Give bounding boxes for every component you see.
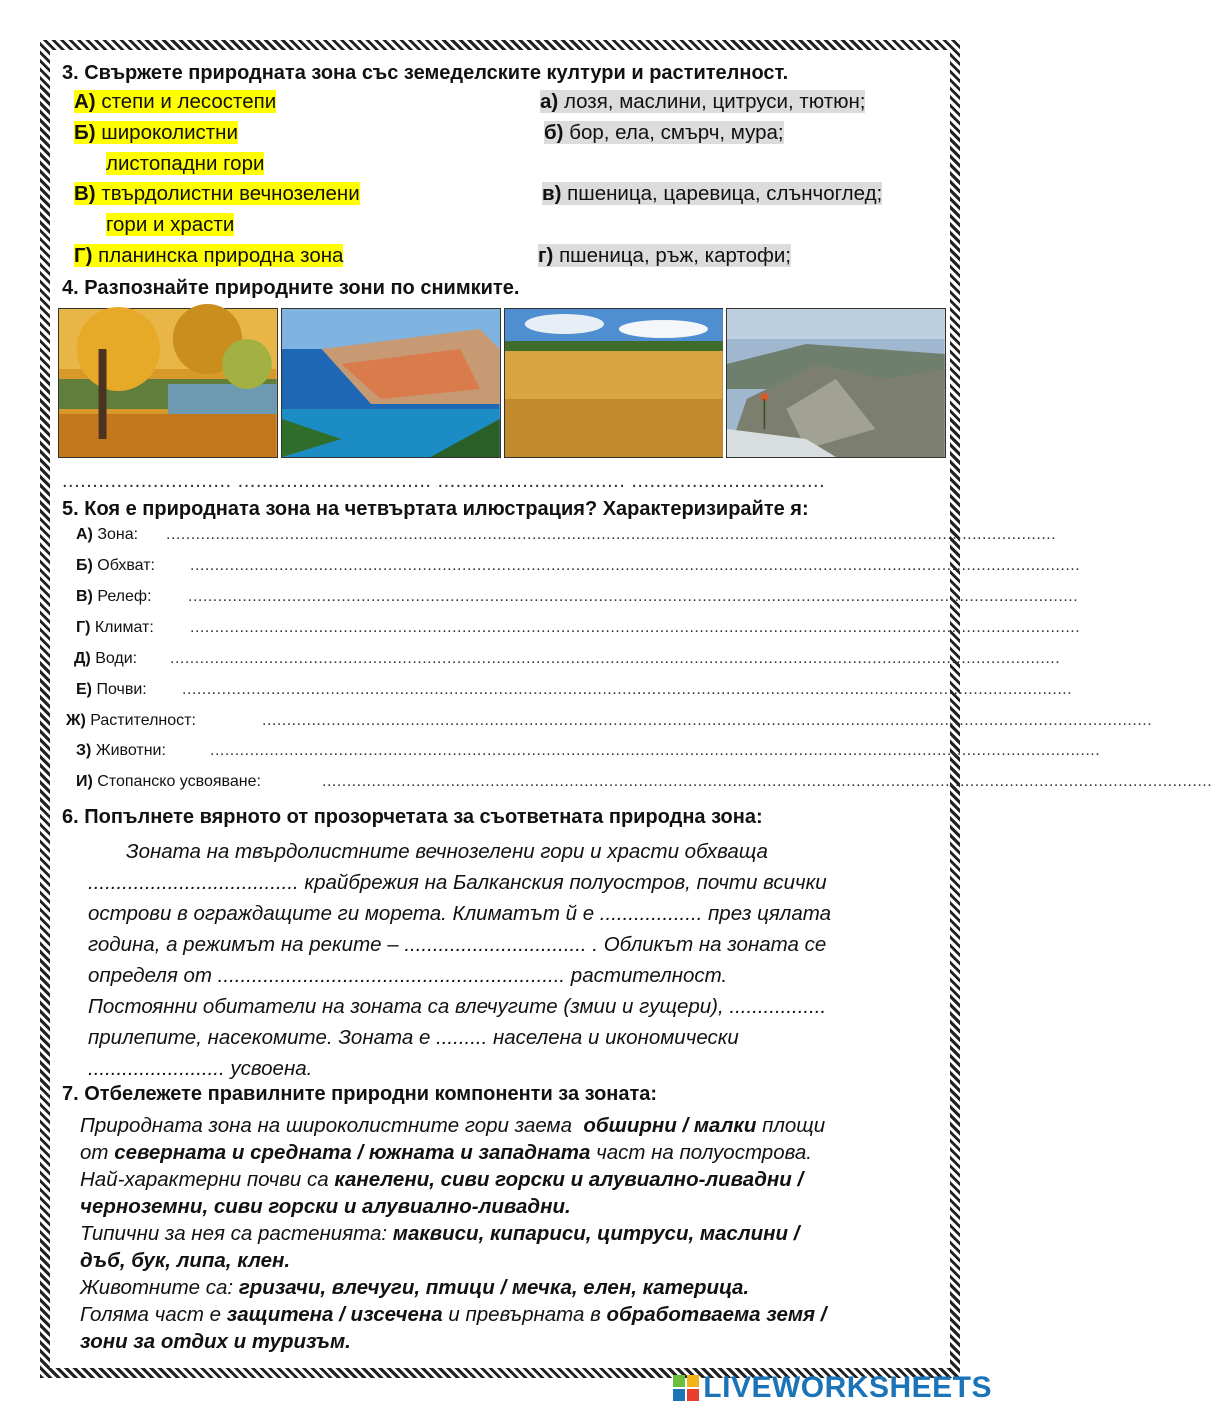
q5-answer-g[interactable]: ....................................................................................................................................................................................: [262, 712, 1153, 729]
q5-answer-f[interactable]: ....................................................................................................................................................................................: [182, 681, 1073, 698]
q6-line: Зоната на твърдолистните вечнозелени гори и храсти обхваща: [126, 840, 768, 863]
q6-line[interactable]: прилепите, насекомите. Зоната е ......... населена и икономически: [88, 1026, 739, 1049]
q3-left-c: В) твърдолистни вечнозелени: [74, 182, 360, 205]
q4-answer-line[interactable]: ............................ ................................ ............................... ................................: [62, 470, 826, 492]
q7-choice-soils-1[interactable]: канелени, сиви горски и алувиално-ливадни /: [334, 1168, 804, 1191]
q5-item-g: Ж) Растителност:: [66, 712, 196, 729]
q3-right-a: а) лозя, маслини, цитруси, тютюн;: [540, 90, 866, 113]
q3-left-c2: гори и храсти: [106, 213, 235, 236]
brand-name: LIVEWORKSHEETS: [703, 1371, 992, 1404]
q3-left-a: А) степи и лесостепи: [74, 90, 277, 113]
q5-answer-i[interactable]: ....................................................................................................................................................................................: [322, 773, 1212, 790]
photo-strip: [58, 308, 946, 456]
q3-left-b2: листопадни гори: [106, 152, 265, 175]
q7-choice-part[interactable]: северната и средната / южната и западната: [114, 1141, 591, 1164]
q3-right-b: б) бор, ела, смърч, мура;: [544, 121, 784, 144]
q3-left-d: Г) планинска природна зона: [74, 244, 344, 267]
q5-item-c: В) Релеф:: [76, 588, 152, 605]
q5-item-e: Д) Води:: [74, 650, 138, 667]
liveworksheets-logo: [673, 1371, 992, 1405]
q5-answer-b[interactable]: ....................................................................................................................................................................................: [190, 557, 1081, 574]
q5-answer-h[interactable]: ....................................................................................................................................................................................: [210, 742, 1101, 759]
q5-item-b: Б) Обхват:: [76, 557, 155, 574]
q7-choice-area[interactable]: обширни / малки: [583, 1114, 757, 1137]
q6-line[interactable]: ..................................... крайбрежия на Балканския полуостров, почти всички: [88, 871, 827, 894]
q5-item-a: А) Зона:: [76, 526, 139, 543]
q7-title: 7. Отбележете правилните природни компоненти за зоната:: [62, 1083, 658, 1105]
q3-left-b: Б) широколистни: [74, 121, 238, 144]
q5-title: 5. Коя е природната зона на четвъртата илюстрация? Характеризирайте я:: [62, 498, 809, 520]
wheat-field-photo: [504, 308, 724, 458]
q5-answer-e[interactable]: ....................................................................................................................................................................................: [170, 650, 1061, 667]
q3-right-c: в) пшеница, царевица, слънчоглед;: [542, 182, 883, 205]
q6-title: 6. Попълнете вярното от прозорчетата за съответната природна зона:: [62, 806, 763, 828]
q5-item-f: Е) Почви:: [76, 681, 147, 698]
q7-choice-use-2[interactable]: зони за отдих и туризъм.: [80, 1330, 351, 1353]
q5-answer-c[interactable]: ....................................................................................................................................................................................: [188, 588, 1079, 605]
q3-title: 3. Свържете природната зона със земеделските култури и растителност.: [62, 62, 789, 84]
q6-line[interactable]: Постоянни обитатели на зоната са влечугите (змии и гущери), .................: [88, 995, 827, 1018]
q6-line[interactable]: определя от ............................................................. растителност.: [88, 964, 728, 987]
q7-choice-soils-2[interactable]: черноземни, сиви горски и алувиално-ливадни.: [80, 1195, 571, 1218]
q5-answer-a[interactable]: ....................................................................................................................................................................................: [166, 526, 1057, 543]
q6-line[interactable]: ........................ усвоена.: [88, 1057, 313, 1080]
q6-line[interactable]: острови в ограждащите ги морета. Климатът й е .................. през цялата: [88, 902, 831, 925]
q5-item-d: Г) Климат:: [76, 619, 154, 636]
q7-paragraph: Природната зона на широколистните гори заема обширни / малки площи от северната и средната / южната и западната част на полуострова. Най-характерни почви са канелени, сиви горски и алувиално-ливадни / черноземни, сиви горски и алувиално-ливадни. Типични за нея са растенията: маквиси, кипариси, цитруси, маслини / дъб, бук, липа, клен. Животните са: гризачи, влечуги, птици / мечка, елен, катерица. Голяма част е защитена / изсечена и превърната в обработваема земя / зони за отдих и туризъм.: [80, 1114, 827, 1353]
q7-choice-protected[interactable]: защитена / изсечена: [226, 1303, 443, 1326]
q4-title: 4. Разпознайте природните зони по снимките.: [62, 277, 520, 299]
liveworksheets-icon: [673, 1375, 699, 1401]
q3-right-d: г) пшеница, ръж, картофи;: [538, 244, 791, 267]
mediterranean-coast-photo: [281, 308, 501, 458]
q6-paragraph: [88, 836, 948, 1084]
autumn-forest-photo: [58, 308, 278, 458]
q7-choice-use-1[interactable]: обработваема земя /: [606, 1303, 827, 1326]
q7-choice-animals[interactable]: гризачи, влечуги, птици / мечка, елен, катерица.: [238, 1276, 750, 1299]
mountain-photo: [726, 308, 946, 458]
q7-choice-plants-2[interactable]: дъб, бук, липа, клен.: [80, 1249, 291, 1272]
q5-answer-d[interactable]: ....................................................................................................................................................................................: [190, 619, 1081, 636]
q7-choice-plants-1[interactable]: маквиси, кипариси, цитруси, маслини /: [392, 1222, 800, 1245]
q6-line[interactable]: година, а режимът на реките – ................................ . Обликът на зоната се: [88, 933, 827, 956]
q5-item-i: И) Стопанско усвояване:: [76, 773, 261, 790]
q5-item-h: З) Животни:: [76, 742, 166, 759]
